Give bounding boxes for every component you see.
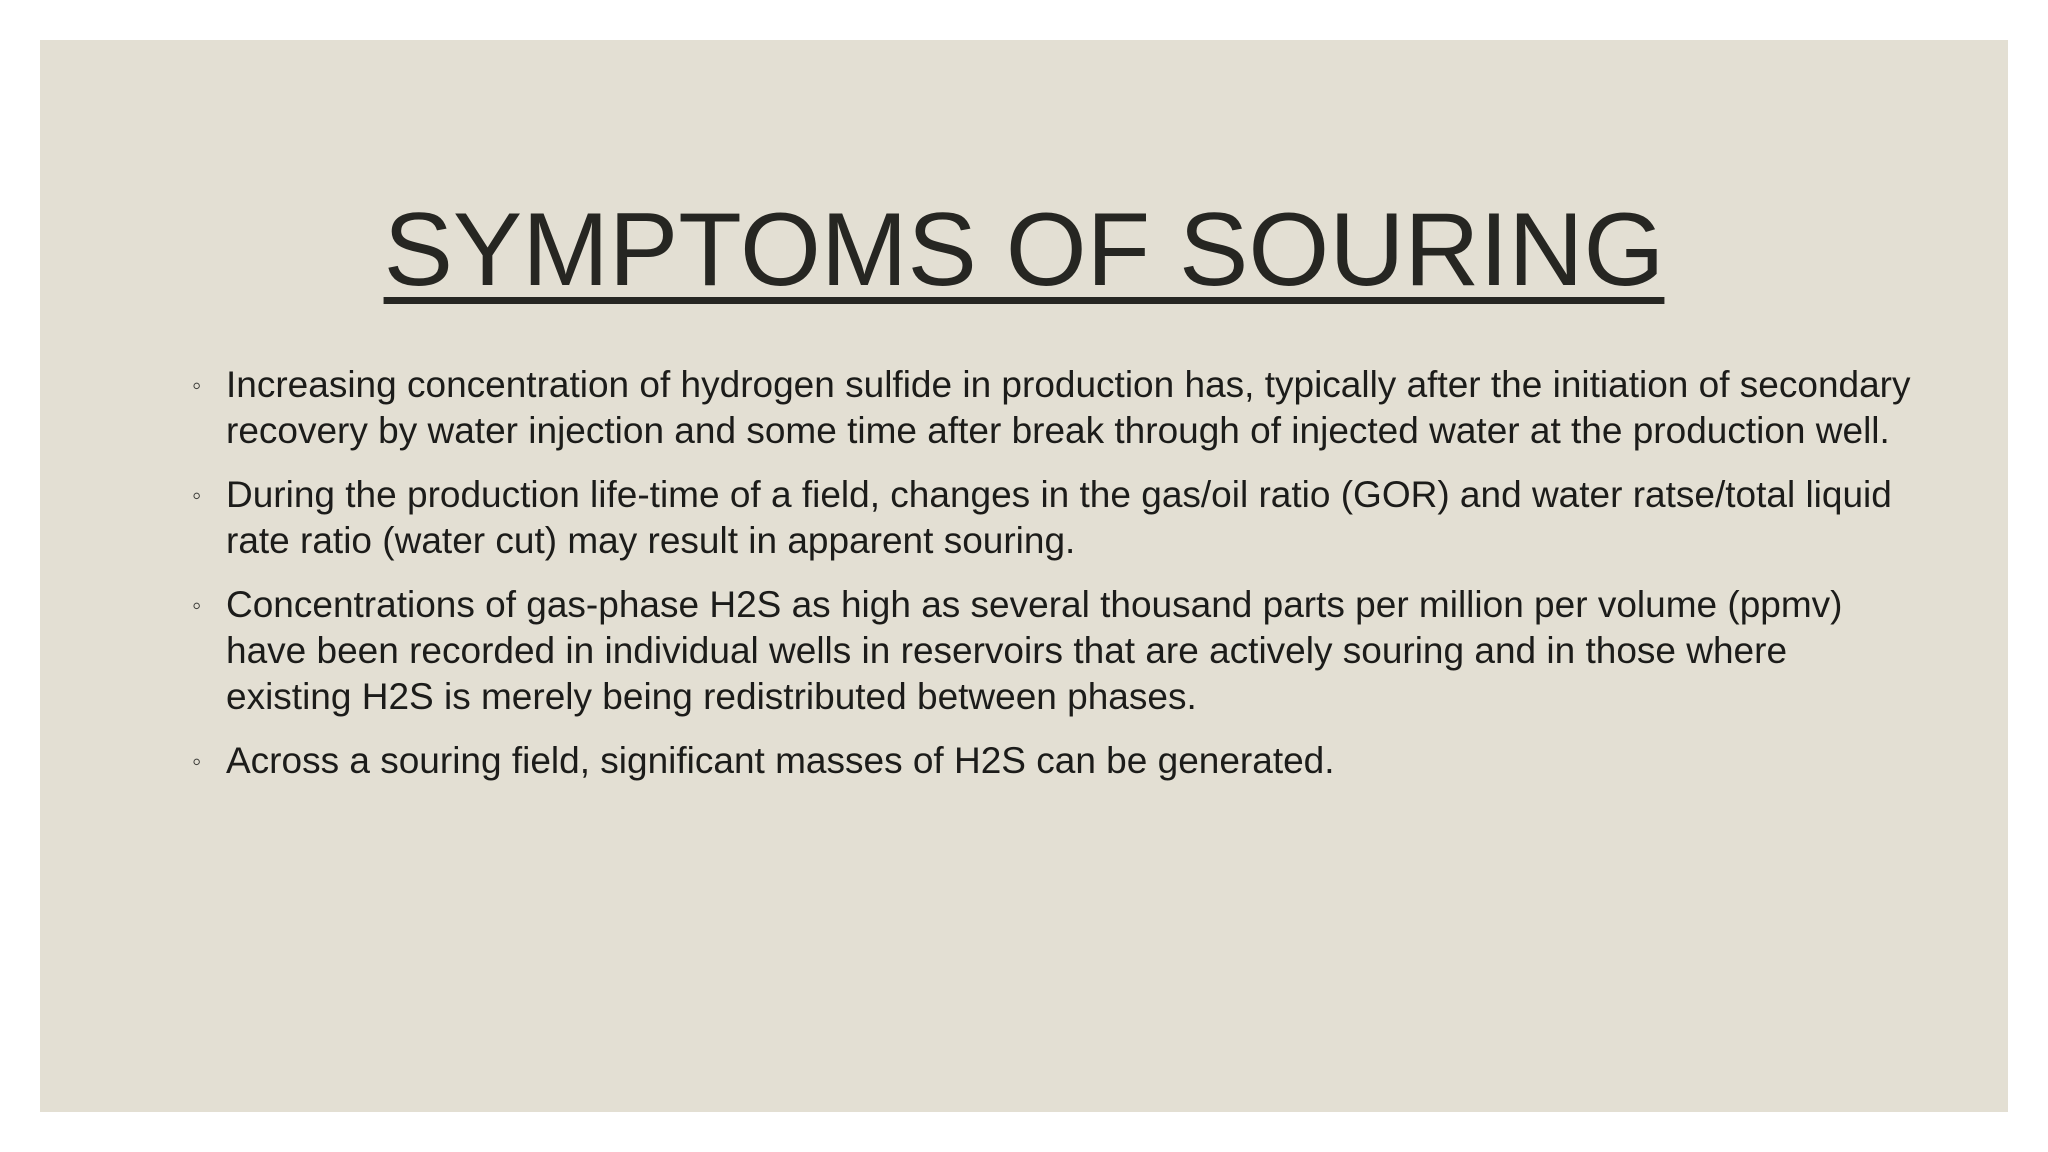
slide [40,40,2008,1112]
bullet-circle-icon: ◦ [192,590,202,620]
slide-title [40,192,2008,308]
bullet-item [192,472,1912,564]
bullet-item [192,738,1912,784]
bullet-circle-icon: ◦ [192,480,202,510]
bullet-item [192,362,1912,454]
bullet-text: Across a souring field, significant masses of H2S can be generated. [226,740,1335,781]
bullet-circle-icon: ◦ [192,370,202,400]
bullet-circle-icon: ◦ [192,746,202,776]
bullet-text: During the production life-time of a field, changes in the gas/oil ratio (GOR) and water ratse/total liquid rate ratio (water cut) may result in apparent souring. [226,474,1892,561]
bullet-text: Increasing concentration of hydrogen sulfide in production has, typically after the initiation of secondary recovery by water injection and some time after break through of injected water at the production well. [226,364,1911,451]
bullet-list [192,362,1912,802]
bullet-text: Concentrations of gas-phase H2S as high as several thousand parts per million per volume (ppmv) have been recorded in individual wells in reservoirs that are actively souring and in those where existing H2S is merely being redistributed between phases. [226,584,1843,717]
slide-title-text: SYMPTOMS OF SOURING [383,192,1665,308]
bullet-item [192,582,1912,720]
